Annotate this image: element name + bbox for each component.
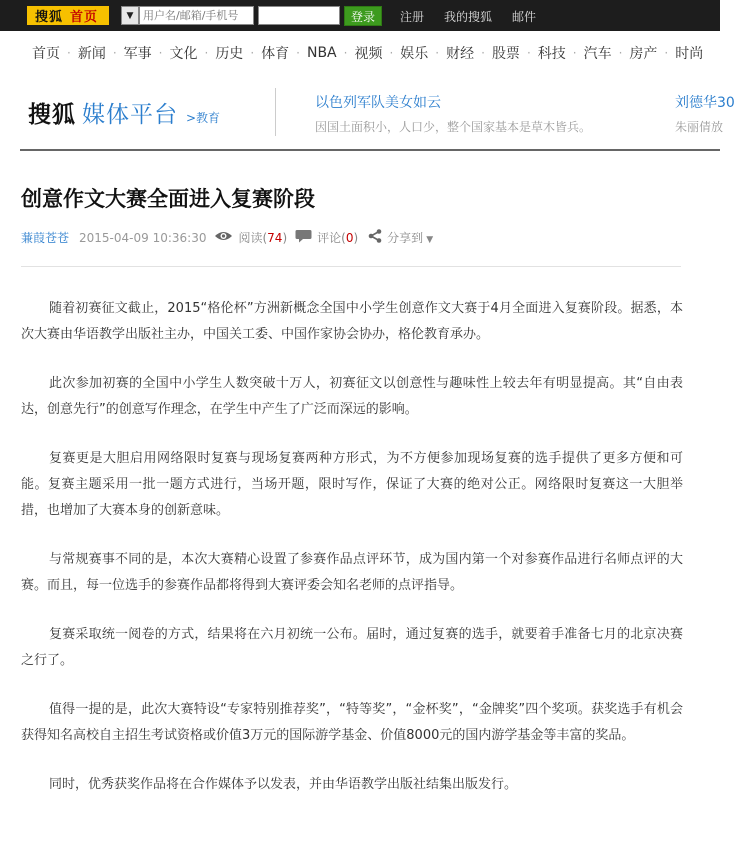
nav-separator: ·: [204, 46, 209, 60]
share-button[interactable]: [387, 229, 433, 246]
meta-divider: [21, 266, 681, 267]
login-button[interactable]: 登录: [344, 6, 382, 26]
top-bar: [0, 0, 720, 31]
nav-separator: ·: [481, 46, 485, 60]
nav-item-auto[interactable]: 汽车: [583, 46, 612, 62]
nav-separator: ·: [67, 46, 71, 60]
comment-number: 0: [345, 231, 354, 245]
top-links: [400, 8, 536, 25]
share-label: 分享到: [387, 231, 424, 245]
recommended-title[interactable]: 以色列军队美女如云: [315, 95, 441, 111]
article-paragraph: 值得一提的是，此次大赛特设“专家特别推荐奖”，“特等奖”，“金杯奖”，“金牌奖”四个奖项。获奖选手有机会获得知名高校自主招生考试资格或价值3万元的国际游学基金、价值8000元的国内游学基金等丰富的奖品。: [21, 702, 683, 743]
article-meta: [21, 229, 433, 246]
brand-media-platform: 媒体平台: [82, 102, 178, 128]
recommended-desc: 朱丽倩放: [675, 120, 724, 134]
channel-nav: [26, 43, 726, 63]
read-paren-open: (: [262, 231, 268, 245]
account-type-dropdown[interactable]: [121, 6, 139, 25]
recommended-item[interactable]: [315, 92, 591, 135]
chevron-down-icon: ▼: [126, 10, 134, 21]
share-icon: [368, 229, 382, 246]
nav-item-fashion[interactable]: 时尚: [675, 46, 704, 62]
recommended-item[interactable]: [675, 92, 735, 135]
nav-item-stocks[interactable]: 股票: [491, 46, 520, 62]
read-number: 74: [267, 231, 283, 245]
nav-item-tech[interactable]: 科技: [537, 46, 566, 62]
recommended-desc: 因国土面积小，人口少，整个国家基本是草木皆兵。: [315, 120, 592, 134]
nav-item-entertainment[interactable]: 娱乐: [400, 46, 429, 62]
nav-separator: ·: [296, 46, 300, 60]
comment-label: 评论: [317, 231, 342, 245]
header-divider: [275, 88, 276, 136]
my-sohu-link[interactable]: 我的搜狐: [444, 10, 493, 24]
media-platform-brand[interactable]: [28, 96, 220, 129]
chevron-down-icon: ▼: [426, 235, 434, 245]
nav-item-nba[interactable]: NBA: [306, 45, 337, 61]
article-paragraph: 复赛采取统一阅卷的方式，结果将在六月初统一公布。届时，通过复赛的选手，就要着手准备七月的北京决赛之行了。: [21, 627, 683, 668]
nav-item-video[interactable]: 视频: [354, 46, 383, 62]
nav-item-military[interactable]: 军事: [123, 46, 152, 62]
nav-separator: ·: [526, 46, 531, 60]
article-paragraph: 与常规赛事不同的是，本次大赛精心设置了参赛作品点评环节，成为国内第一个对参赛作品进行名师点评的大赛。而且，每一位选手的参赛作品都将得到大赛评委会知名老师的点评指导。: [21, 552, 683, 593]
register-link[interactable]: 注册: [400, 10, 425, 24]
nav-item-finance[interactable]: 财经: [446, 46, 475, 62]
sohu-logo[interactable]: [27, 6, 109, 25]
password-input[interactable]: [258, 6, 340, 25]
article-title: 创意作文大赛全面进入复赛阶段: [21, 187, 315, 211]
comment-count[interactable]: [317, 229, 358, 246]
nav-separator: ·: [250, 46, 255, 60]
nav-separator: ·: [572, 46, 577, 60]
publish-date: 2015-04-09 10:36:30: [79, 230, 207, 245]
comment-paren-close: ): [353, 231, 359, 245]
nav-separator: ·: [112, 46, 117, 60]
nav-separator: ·: [664, 46, 669, 60]
recommended-title[interactable]: 刘德华30: [675, 95, 735, 111]
article-paragraph: 同时，优秀获奖作品将在合作媒体予以发表，并由华语教学出版社结集出版发行。: [49, 777, 518, 792]
eye-icon: [214, 230, 233, 245]
nav-item-realestate[interactable]: 房产: [629, 46, 658, 62]
brand-sohu: 搜狐: [28, 102, 76, 128]
author-link[interactable]: 蒹葭苍苍: [21, 231, 70, 245]
nav-separator: ·: [618, 46, 623, 60]
nav-separator: ·: [158, 46, 163, 60]
article-paragraph: 此次参加初赛的全国中小学生人数突破十万人，初赛征文以创意性与趣味性上较去年有明显提高。其“自由表达，创意先行”的创意写作理念，在学生中产生了广泛而深远的影响。: [21, 376, 683, 417]
logo-text: 搜狐: [35, 10, 64, 25]
mail-link[interactable]: 邮件: [512, 10, 537, 24]
nav-separator: ·: [343, 46, 348, 60]
nav-separator: ·: [435, 46, 440, 60]
nav-item-home[interactable]: 首页: [32, 46, 60, 62]
read-paren-close: ): [282, 231, 288, 245]
username-input[interactable]: [139, 6, 254, 25]
comment-icon: [295, 229, 312, 246]
channel-education-link[interactable]: >教育: [186, 111, 221, 125]
article-body: [21, 296, 683, 821]
nav-item-sports[interactable]: 体育: [261, 46, 290, 62]
nav-item-culture[interactable]: 文化: [169, 46, 198, 62]
home-link[interactable]: 首页: [70, 10, 99, 25]
article-paragraph: 复赛更是大胆启用网络限时复赛与现场复赛两种方形式，为不方便参加现场复赛的选手提供了更多方便和可能。复赛主题采用一批一题方式进行，当场开题，限时写作，保证了大赛的绝对公正。网络限时复赛这一大胆举措，也增加了大赛本身的创新意味。: [21, 451, 683, 518]
nav-separator: ·: [389, 46, 394, 60]
nav-item-news[interactable]: 新闻: [77, 46, 106, 62]
header-rule: [20, 149, 720, 151]
read-label: 阅读: [238, 231, 263, 245]
article-paragraph: 随着初赛征文截止，2015“格伦杯”方洲新概念全国中小学生创意作文大赛于4月全面进入复赛阶段。据悉，本次大赛由华语教学出版社主办，中国关工委、中国作家协会协办，格伦教育承办。: [21, 301, 683, 342]
nav-item-history[interactable]: 历史: [215, 46, 244, 62]
read-count[interactable]: [238, 229, 287, 246]
comment-paren-open: (: [341, 231, 346, 245]
